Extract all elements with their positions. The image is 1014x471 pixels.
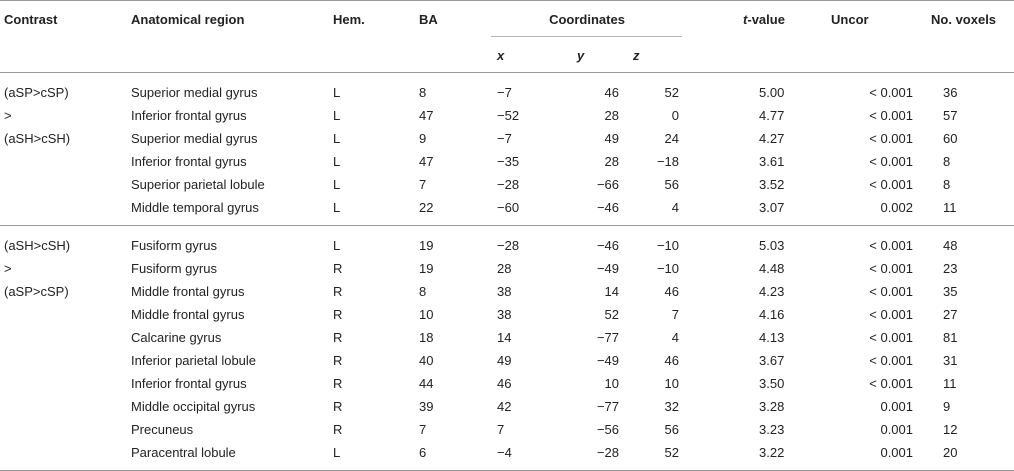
uncor-cell: < 0.001 <box>869 177 914 192</box>
hem-cell: L <box>333 177 341 192</box>
contrast-cell <box>0 372 129 395</box>
x-cell: 14 <box>497 330 512 345</box>
ba-cell: 8 <box>419 284 427 299</box>
spacer-cell <box>683 441 731 471</box>
header-x: x <box>491 38 559 73</box>
region-cell: Superior medial gyrus <box>131 85 258 100</box>
hem-cell: L <box>333 85 341 100</box>
voxels-cell: 60 <box>943 131 958 146</box>
z-cell: 7 <box>671 307 680 322</box>
t-cell: 4.77 <box>759 108 785 123</box>
y-cell: −46 <box>559 196 627 226</box>
voxels-cell: 20 <box>919 441 1014 471</box>
hem-cell: R <box>333 261 343 276</box>
t-cell: 3.52 <box>759 177 785 192</box>
header-y: y <box>559 38 627 73</box>
spacer-cell <box>683 73 731 105</box>
spacer-cell <box>683 104 731 127</box>
hem-cell: R <box>333 353 343 368</box>
contrast-cell: (aSP>cSP) <box>4 85 69 100</box>
t-cell: 5.00 <box>759 85 785 100</box>
t-cell: 4.13 <box>759 330 785 345</box>
table-row <box>0 127 1014 150</box>
header-hem: Hem. <box>331 1 417 39</box>
spacer-cell <box>683 127 731 150</box>
uncor-cell: < 0.001 <box>869 307 914 322</box>
voxels-cell: 9 <box>943 399 951 414</box>
region-cell: Paracentral lobule <box>129 441 331 471</box>
uncor-cell: < 0.001 <box>869 131 914 146</box>
ba-cell: 19 <box>419 261 434 276</box>
ba-cell: 39 <box>419 399 434 414</box>
spacer-cell <box>683 326 731 349</box>
z-cell: 4 <box>627 196 683 226</box>
header-coordinates-label: Coordinates <box>549 12 625 27</box>
region-cell: Middle frontal gyrus <box>131 284 245 299</box>
hem-cell: L <box>331 196 417 226</box>
spacer-cell <box>683 173 731 196</box>
ba-cell: 9 <box>419 131 427 146</box>
x-cell: 7 <box>497 422 505 437</box>
header-uncor: Uncor <box>821 1 919 39</box>
hem-cell: L <box>333 108 341 123</box>
region-cell: Inferior frontal gyrus <box>131 376 247 391</box>
uncor-cell: 0.001 <box>821 441 919 471</box>
z-cell: 0 <box>671 108 680 123</box>
x-cell: 46 <box>497 376 512 391</box>
uncor-cell: 0.002 <box>821 196 919 226</box>
uncor-cell: < 0.001 <box>869 353 914 368</box>
uncor-cell: 0.001 <box>880 399 914 414</box>
region-cell: Inferior parietal lobule <box>131 353 257 368</box>
spacer-cell <box>683 372 731 395</box>
t-cell: 4.27 <box>759 131 785 146</box>
y-cell: −28 <box>559 441 627 471</box>
region-cell: Precuneus <box>131 422 194 437</box>
t-cell: 4.48 <box>759 261 785 276</box>
contrast-cell <box>0 395 129 418</box>
spacer-cell <box>683 418 731 441</box>
y-cell: 10 <box>604 376 619 391</box>
ba-cell: 22 <box>417 196 491 226</box>
voxels-cell: 23 <box>943 261 958 276</box>
ba-cell: 44 <box>419 376 434 391</box>
header-z: z <box>627 38 683 73</box>
hem-cell: R <box>333 284 343 299</box>
y-cell: −56 <box>596 422 619 437</box>
table-header <box>0 1 1014 73</box>
region-cell: Middle occipital gyrus <box>131 399 256 414</box>
contrast-cell <box>0 196 129 226</box>
contrast-cell: (aSH>cSH) <box>4 238 71 253</box>
contrast-cell <box>0 326 129 349</box>
t-cell: 3.61 <box>759 154 785 169</box>
uncor-cell: < 0.001 <box>869 330 914 345</box>
voxels-cell: 8 <box>943 154 951 169</box>
y-cell: −77 <box>596 330 619 345</box>
header-voxels: No. voxels <box>919 1 1014 39</box>
y-cell: −49 <box>596 261 619 276</box>
voxels-cell: 57 <box>943 108 958 123</box>
t-cell: 3.22 <box>731 441 821 471</box>
table-row <box>0 349 1014 372</box>
region-cell: Middle frontal gyrus <box>131 307 245 322</box>
region-cell: Inferior frontal gyrus <box>131 154 247 169</box>
z-cell: 46 <box>664 284 680 299</box>
x-cell: 49 <box>497 353 512 368</box>
y-cell: −77 <box>596 399 619 414</box>
spacer-cell <box>683 303 731 326</box>
voxels-cell: 11 <box>943 376 957 391</box>
y-cell: 28 <box>604 108 619 123</box>
z-cell: 4 <box>671 330 680 345</box>
header-ba: BA <box>417 1 491 39</box>
hem-cell: R <box>333 307 343 322</box>
voxels-cell: 36 <box>943 85 958 100</box>
z-cell: 52 <box>627 441 683 471</box>
y-cell: −49 <box>596 353 619 368</box>
uncor-cell: < 0.001 <box>869 154 914 169</box>
region-cell: Calcarine gyrus <box>131 330 222 345</box>
x-cell: −4 <box>491 441 559 471</box>
hem-cell: L <box>333 131 341 146</box>
contrast-cell <box>0 349 129 372</box>
y-cell: −46 <box>596 238 619 253</box>
x-cell: −7 <box>497 131 512 146</box>
table-row <box>0 372 1014 395</box>
t-cell: 5.03 <box>759 238 785 253</box>
spacer-cell <box>683 349 731 372</box>
z-cell: −10 <box>656 238 680 253</box>
x-cell: −7 <box>497 85 512 100</box>
voxels-cell: 81 <box>943 330 958 345</box>
voxels-cell: 35 <box>943 284 958 299</box>
hem-cell: L <box>333 238 341 253</box>
table-row <box>0 196 1014 226</box>
t-cell: 4.23 <box>759 284 785 299</box>
x-cell: −28 <box>497 177 520 192</box>
x-cell: −35 <box>497 154 520 169</box>
ba-cell: 7 <box>419 177 427 192</box>
uncor-cell: < 0.001 <box>869 261 914 276</box>
hem-cell: R <box>333 399 343 414</box>
ba-cell: 7 <box>419 422 427 437</box>
x-cell: −60 <box>491 196 559 226</box>
hem-cell: L <box>331 441 417 471</box>
spacer-cell <box>683 196 731 226</box>
uncor-cell: < 0.001 <box>869 85 914 100</box>
z-cell: 52 <box>664 85 680 100</box>
x-cell: −28 <box>497 238 520 253</box>
region-cell: Middle temporal gyrus <box>129 196 331 226</box>
contrast-cell <box>0 303 129 326</box>
header-t-value <box>731 1 821 39</box>
voxels-cell: 12 <box>943 422 958 437</box>
x-cell: 28 <box>497 261 512 276</box>
y-cell: 46 <box>604 85 619 100</box>
hem-cell: L <box>333 154 341 169</box>
contrast-cell <box>0 418 129 441</box>
table-row <box>0 280 1014 303</box>
contrast-cell: (aSP>cSP) <box>4 284 69 299</box>
region-cell: Superior medial gyrus <box>131 131 258 146</box>
ba-cell: 18 <box>419 330 434 345</box>
x-cell: 38 <box>497 307 512 322</box>
z-cell: 32 <box>664 399 680 414</box>
voxels-cell: 31 <box>943 353 958 368</box>
ba-cell: 47 <box>419 154 434 169</box>
table-row <box>0 395 1014 418</box>
x-cell: 38 <box>497 284 512 299</box>
t-cell: 3.50 <box>759 376 785 391</box>
z-cell: 56 <box>664 422 680 437</box>
y-cell: −66 <box>596 177 619 192</box>
table-row <box>0 226 1014 258</box>
spacer-cell <box>683 226 731 258</box>
t-cell: 3.23 <box>759 422 785 437</box>
y-cell: 49 <box>604 131 619 146</box>
z-cell: −18 <box>656 154 680 169</box>
table-row <box>0 418 1014 441</box>
region-cell: Superior parietal lobule <box>131 177 265 192</box>
region-cell: Inferior frontal gyrus <box>131 108 247 123</box>
table-row <box>0 173 1014 196</box>
t-cell: 4.16 <box>759 307 785 322</box>
ba-cell: 40 <box>419 353 434 368</box>
uncor-cell: < 0.001 <box>869 376 914 391</box>
ba-cell: 10 <box>419 307 434 322</box>
header-region: Anatomical region <box>129 1 331 39</box>
hem-cell: R <box>333 376 343 391</box>
table-row <box>0 150 1014 173</box>
uncor-cell: < 0.001 <box>869 238 914 253</box>
contrast-cell <box>0 173 129 196</box>
table-row <box>0 326 1014 349</box>
contrast-cell: > <box>4 261 12 276</box>
spacer-cell <box>683 257 731 280</box>
x-cell: −52 <box>497 108 520 123</box>
spacer-cell <box>683 150 731 173</box>
table-row <box>0 441 1014 471</box>
table-body <box>0 73 1014 471</box>
uncor-cell: 0.001 <box>880 422 914 437</box>
y-cell: 14 <box>604 284 619 299</box>
spacer-cell <box>683 280 731 303</box>
header-contrast: Contrast <box>0 1 129 39</box>
contrast-cell <box>0 441 129 471</box>
z-cell: 46 <box>664 353 680 368</box>
region-cell: Fusiform gyrus <box>131 238 217 253</box>
ba-cell: 19 <box>419 238 434 253</box>
y-cell: 28 <box>604 154 619 169</box>
table-row <box>0 257 1014 280</box>
table-row <box>0 73 1014 105</box>
x-cell: 42 <box>497 399 512 414</box>
header-t-italic: t <box>743 12 748 27</box>
contrast-cell: > <box>4 108 12 123</box>
contrast-cell <box>0 150 129 173</box>
voxels-cell: 8 <box>943 177 951 192</box>
z-cell: 10 <box>664 376 680 391</box>
header-coordinates <box>491 1 683 39</box>
hem-cell: R <box>333 422 343 437</box>
z-cell: −10 <box>656 261 680 276</box>
table-row <box>0 104 1014 127</box>
hem-cell: R <box>333 330 343 345</box>
region-cell: Fusiform gyrus <box>131 261 217 276</box>
spacer-cell <box>683 395 731 418</box>
t-cell: 3.67 <box>759 353 785 368</box>
header-t-suffix: -value <box>747 12 785 27</box>
y-cell: 52 <box>604 307 619 322</box>
z-cell: 56 <box>664 177 680 192</box>
voxels-cell: 48 <box>943 238 958 253</box>
table-row <box>0 303 1014 326</box>
contrast-cell: (aSH>cSH) <box>4 131 71 146</box>
header-gap <box>683 1 731 39</box>
uncor-cell: < 0.001 <box>869 108 914 123</box>
t-cell: 3.28 <box>759 399 785 414</box>
uncor-cell: < 0.001 <box>869 284 914 299</box>
ba-cell: 6 <box>417 441 491 471</box>
ba-cell: 8 <box>419 85 427 100</box>
voxels-cell: 27 <box>943 307 958 322</box>
ba-cell: 47 <box>419 108 434 123</box>
t-cell: 3.07 <box>731 196 821 226</box>
z-cell: 24 <box>664 131 680 146</box>
voxels-cell: 11 <box>919 196 1014 226</box>
